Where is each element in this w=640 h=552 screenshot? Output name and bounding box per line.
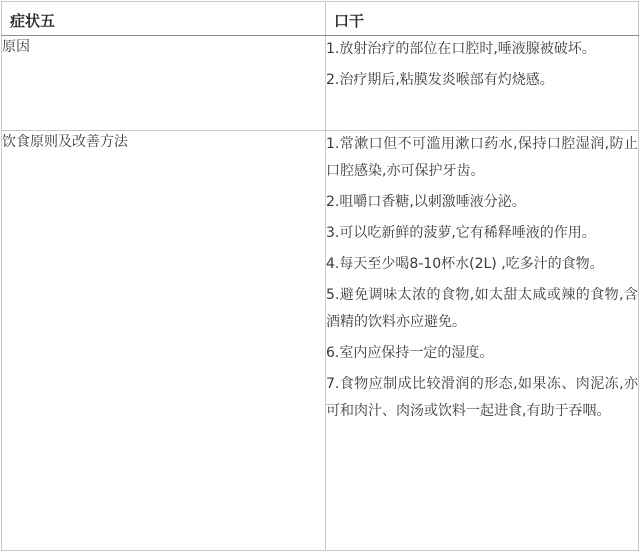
diet-item: 3.可以吃新鲜的菠萝,它有稀释唾液的作用。: [326, 225, 596, 241]
table-row-diet: [2, 131, 639, 551]
header-condition: 口干: [326, 2, 639, 36]
diet-item: 1.常漱口但不可滥用漱口药水,保持口腔湿润,防止口腔感染,亦可保护牙齿。: [326, 136, 638, 179]
cause-list: [326, 36, 639, 131]
table-row-cause: [2, 36, 639, 131]
diet-item: 2.咀嚼口香糖,以刺激唾液分泌。: [326, 194, 526, 210]
diet-item: 6.室内应保持一定的湿度。: [326, 345, 494, 361]
table-header-row: [2, 2, 639, 36]
row-label-diet: 饮食原则及改善方法: [2, 131, 326, 551]
header-symptom: 症状五: [2, 2, 326, 36]
diet-list: [326, 131, 639, 551]
cause-item: 2.治疗期后,粘膜发炎喉部有灼烧感。: [326, 72, 554, 88]
row-label-cause: 原因: [2, 36, 326, 131]
diet-item: 7.食物应制成比较滑润的形态,如果冻、肉泥冻,亦可和肉汁、肉汤或饮料一起进食,有助于吞咽。: [326, 376, 638, 419]
cause-item: 1.放射治疗的部位在口腔时,唾液腺被破坏。: [326, 41, 596, 57]
symptom-table: [1, 1, 639, 551]
diet-item: 4.每天至少喝8-10杯水(2L) ,吃多汁的食物。: [326, 256, 604, 272]
diet-item: 5.避免调味太浓的食物,如太甜太咸或辣的食物,含酒精的饮料亦应避免。: [326, 287, 638, 330]
